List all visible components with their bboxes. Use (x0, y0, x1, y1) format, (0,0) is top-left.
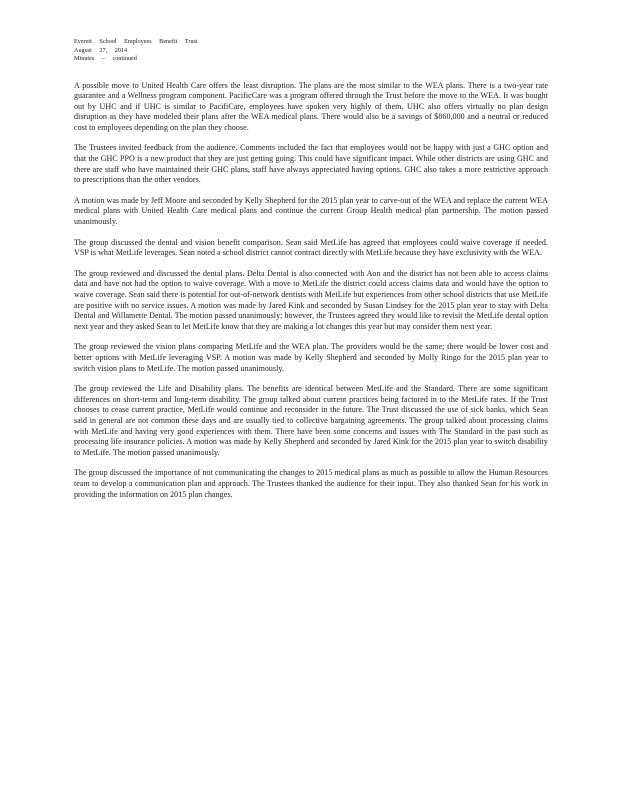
page-header (74, 38, 548, 64)
header-organization: Everett School Employees Benefit Trust (74, 38, 198, 45)
paragraph-vision-plans: The group reviewed the vision plans comparing MetLife and the WEA plan. The providers would be the same; there would be lower cost and better options with MetLife leveraging VSP. A motion was made by Kelly Shepherd and seconded by Molly Ringo for the 2015 plan year to switch vision plans to MetLife. The motion passed unanimously. (74, 342, 548, 373)
paragraph-life-disability: The group reviewed the Life and Disability plans. The benefits are identical between MetLife and the Standard. There are some significant differences on short-term and long-term disability. The group talked about current practices being factored in to the MetLife rates. If the Trust chooses to cease current practice, MetLife would continue and reconsider in the future. The Trust discussed the use of sick banks, which Sean said in general are not common these days and are usually tied to collective bargaining agreements. The group talked about processing claims with MetLife and having very good experiences with them. There have been some concerns and issues with The Standard in the past such as processing life insurance policies. A motion was made by Kelly Shepherd and seconded by Jared Kink for the 2015 plan year to switch disability to MetLife. The motion passed unanimously. (74, 384, 548, 457)
header-date: August 27, 2014 (74, 46, 128, 54)
paragraph-audience-feedback: The Trustees invited feedback from the audience. Comments included the fact that employees would not be happy with just a GHC option and that the GHC PPO is a new product that they are just getting going. This could have significant impact. While other districts are using GHC and there are staff who have maintained their GHC plans, staff have always appreciated having options. GHC also takes a more restrictive approach to prescriptions than the other vendors. (74, 143, 548, 185)
paragraph-dental-vision-comparison: The group discussed the dental and vision benefit comparison. Sean said MetLife has agreed that employees could waive coverage if needed. VSP is what MetLife leverages. Sean noted a school district cannot contract directly with MetLife because they have exclusivity with the WEA. (74, 237, 548, 258)
paragraph-communication: The group discussed the importance of not communicating the changes to 2015 medical plans as much as possible to allow the Human Resources team to develop a communication plan and approach. The Trustees thanked the audience for their input. They also thanked Sean for his work in providing the information on 2015 plan changes. (74, 468, 548, 499)
paragraph-medical-motion: A motion was made by Jeff Moore and seconded by Kelly Shepherd for the 2015 plan year to carve-out of the WEA and replace the current WEA medical plans with United Health Care medical plans and continue the current Group Health medical plan partnership. The motion passed unanimously. (74, 195, 548, 227)
document-page (74, 38, 548, 510)
paragraph-uhc-option: A possible move to United Health Care offers the least disruption. The plans are the most similar to the WEA plans. There is a two-year rate guarantee and a Wellness program component. PacificCare was a program offered through the Trust before the move to the WEA. It was bought out by UHC and if UHC is similar to PacifiCare, employees have spoken very highly of them. UHC also offers virtually no plan design disruption as they have modeled their plans after the WEA medical plans. There would also be a savings of $860,000 and a neutral or reduced cost to employees depending on the plan they choose. (74, 80, 548, 132)
header-continued-label: Minutes – continued (74, 55, 137, 62)
paragraph-dental-plans: The group reviewed and discussed the dental plans. Delta Dental is also connected with Aon and the district has not been able to access claims data and have not had the option to waive coverage. With a move to MetLife the district could access claims data and would have the option to waive coverage. Sean said there is potential for out-of-network dentists with MetLife but experiences from other school districts that use MetLife are positive with no service issues. A motion was made by Jared Kink and seconded by Susan Lindsey for the 2015 plan year to stay with Delta Dental and Willamette Dental. The motion passed unanimously; however, the Trustees agreed they would like to revisit the MetLife dental option next year and they asked Sean to let MetLife know that they are making a lot changes this year but may consider them next year. (74, 268, 548, 331)
